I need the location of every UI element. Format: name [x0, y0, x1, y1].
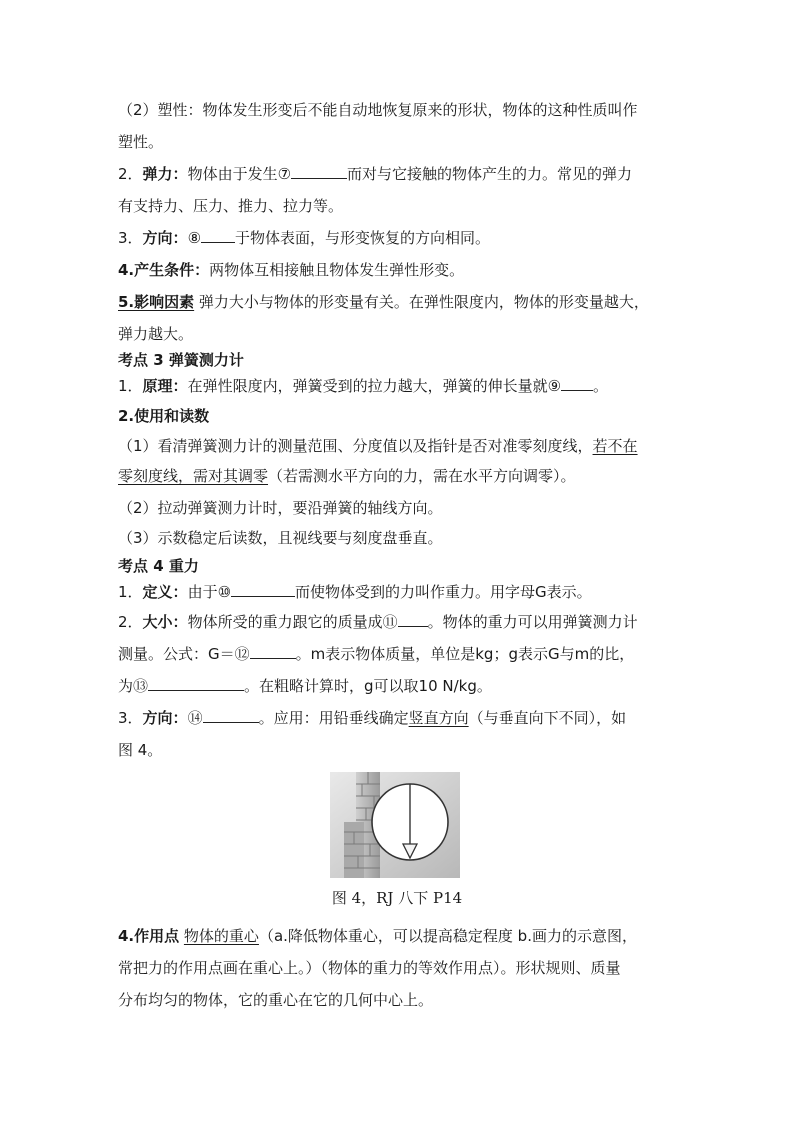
- text-span: （1）看清弹簧测力计的测量范围、分度值以及指针是否对准零刻度线，: [118, 437, 593, 455]
- factors-line-1: [118, 292, 649, 312]
- point-of-action-line-3: 分布均匀的物体，它的重心在它的几何中心上。: [118, 991, 434, 1009]
- term-label: 方向：: [142, 709, 188, 727]
- magnitude-line-3: [118, 676, 492, 696]
- usage-line-4: （3）示数稳定后读数，且视线要与刻度盘垂直。: [118, 529, 443, 547]
- plasticity-line-1: （2）塑性：物体发生形变后不能自动地恢复原来的形状，物体的这种性质叫作: [118, 101, 638, 119]
- plumb-line-figure: [330, 772, 460, 878]
- text-span: 弹力大小与物体的形变量有关。在弹性限度内，物体的形变量越大，: [194, 293, 649, 311]
- plasticity-line-2: 塑性。: [118, 133, 164, 151]
- condition-line: [118, 260, 464, 280]
- point-of-action-line-1: [118, 926, 637, 946]
- magnitude-line-1: [118, 612, 638, 632]
- text-span: 在弹性限度内，弹簧受到的拉力越大，弹簧的伸长量就⑨: [187, 377, 562, 395]
- text-span: （a.降低物体重心，可以提高稳定程度 b.画力的示意图，: [258, 927, 637, 945]
- term-label: 4.产生条件：: [118, 261, 210, 279]
- elastic-force-line-2: 有支持力、压力、推力、拉力等。: [118, 197, 344, 215]
- term-label: 弹力：: [142, 165, 188, 183]
- usage-line-1: [118, 436, 638, 456]
- section-heading-3: 考点 3 弹簧测力计: [118, 351, 244, 369]
- underlined-text: 若不在: [592, 437, 638, 455]
- term-label: 原理：: [142, 377, 188, 395]
- fill-blank-8[interactable]: [201, 228, 235, 243]
- text-span: 。在粗略计算时，g可以取10 N/kg。: [244, 677, 492, 695]
- section-heading-4: 考点 4 重力: [118, 557, 199, 575]
- text-span: 测量。公式：G＝⑫: [118, 645, 250, 663]
- fill-blank-10[interactable]: [231, 582, 295, 597]
- gravity-direction-line-1: [118, 708, 626, 728]
- fill-blank-14[interactable]: [203, 708, 259, 723]
- term-label: 定义：: [142, 583, 188, 601]
- fill-blank-7[interactable]: [291, 164, 347, 179]
- item-number: 2．: [118, 165, 143, 183]
- text-span: 由于⑩: [187, 583, 232, 601]
- item-number: 3．: [118, 709, 143, 727]
- figure-caption: 图 4，RJ 八下 P14: [331, 889, 463, 907]
- factors-line-2: 弹力越大。: [118, 325, 194, 343]
- principle-line: [118, 376, 608, 396]
- term-label: 方向：: [142, 229, 188, 247]
- magnitude-line-2: [118, 644, 634, 664]
- text-span: 两物体互相接触且物体发生弹性形变。: [209, 261, 465, 279]
- item-number: 1．: [118, 583, 143, 601]
- item-number: 3．: [118, 229, 143, 247]
- text-span: 于物体表面，与形变恢复的方向相同。: [235, 229, 491, 247]
- text-span: 物体所受的重力跟它的质量成⑪: [187, 613, 398, 631]
- usage-line-2: [118, 466, 576, 486]
- underlined-text: 竖直方向: [408, 709, 469, 727]
- usage-heading: 2.使用和读数: [118, 407, 210, 425]
- text-span: 而使物体受到的力叫作重力。用字母G表示。: [295, 583, 592, 601]
- fill-blank-13[interactable]: [148, 676, 244, 691]
- usage-line-3: （2）拉动弹簧测力计时，要沿弹簧的轴线方向。: [118, 499, 443, 517]
- gravity-direction-line-2: 图 4。: [118, 741, 163, 759]
- term-label: 4.作用点: [118, 927, 180, 945]
- fill-blank-12[interactable]: [250, 644, 296, 659]
- text-span: 为⑬: [118, 677, 149, 695]
- point-of-action-line-2: 常把力的作用点画在重心上。）（物体的重力的等效作用点）。形状规则、质量: [118, 959, 621, 977]
- text-span: 。m表示物体质量，单位是kg；g表示G与m的比，: [295, 645, 635, 663]
- underlined-text: 零刻度线，需对其调零: [118, 467, 269, 485]
- fill-blank-9[interactable]: [561, 376, 593, 391]
- fill-blank-11[interactable]: [398, 612, 428, 627]
- term-label: 5.影响因素: [118, 293, 195, 311]
- text-span: 物体由于发生⑦: [187, 165, 292, 183]
- definition-line: [118, 582, 592, 602]
- text-span: （与垂直向下不同），如: [468, 709, 627, 727]
- text-span: 。: [593, 377, 609, 395]
- text-span: ⑭: [187, 709, 203, 727]
- term-label: 大小：: [142, 613, 188, 631]
- text-span: ⑧: [187, 229, 202, 247]
- item-number: 1．: [118, 377, 143, 395]
- item-number: 2．: [118, 613, 143, 631]
- text-span: 而对与它接触的物体产生的力。常见的弹力: [347, 165, 633, 183]
- underlined-text: 物体的重心: [183, 927, 259, 945]
- text-span: 。物体的重力可以用弹簧测力计: [427, 613, 638, 631]
- text-span: （若需测水平方向的力，需在水平方向调零）。: [268, 467, 576, 485]
- direction-line: [118, 228, 490, 248]
- elastic-force-line-1: [118, 164, 632, 184]
- plumb-line-illustration: [330, 772, 460, 878]
- text-span: 。应用：用铅垂线确定: [258, 709, 409, 727]
